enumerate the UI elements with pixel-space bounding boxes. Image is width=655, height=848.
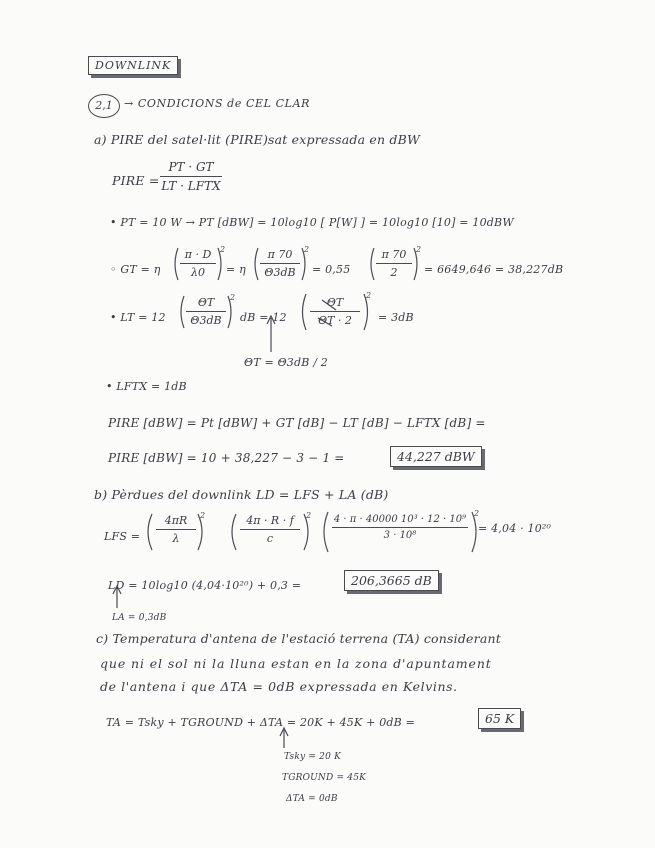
dta-note: ΔTA = 0dB	[286, 794, 338, 804]
pt-line: • PT = 10 W → PT [dBW] = 10log10 [ P[W] ] = 10log10 [10] = 10dBW	[110, 216, 514, 229]
lfs-f3-num: 4 · π · 40000 10³ · 12 · 10⁹	[333, 514, 467, 525]
section-number: 2,1	[88, 94, 120, 118]
lfs-exp-1: 2	[200, 511, 206, 520]
lfs-exp-3: 2	[474, 509, 480, 518]
gt-exp-2: 2	[304, 245, 310, 254]
lt-f1-den: Θ3dB	[190, 314, 222, 327]
lfs-exp-2: 2	[306, 511, 312, 520]
lt-exp-1: 2	[230, 293, 236, 302]
gt-f3-den: 2	[390, 266, 398, 279]
lfs-f1-den: λ	[172, 532, 180, 545]
lt-f2-den: ΘT · 2	[318, 314, 352, 327]
lfs-f1-num: 4πR	[164, 514, 188, 527]
gt-f3-num: π 70	[381, 248, 407, 261]
part-c-line-2: que ni el sol ni la lluna estan en la zona d'apuntament	[100, 656, 492, 671]
tground-note: TGROUND = 45K	[282, 773, 367, 783]
lt-note: ΘT = Θ3dB / 2	[244, 356, 329, 369]
gt-f1-num: π · D	[184, 248, 212, 261]
gt-exp-1: 2	[220, 245, 226, 254]
lt-mid: dB = 12	[240, 311, 287, 324]
tsky-note: Tsky = 20 K	[284, 752, 342, 762]
part-a-heading: a) PIRE del satel·lit (PIRE)sat expressada en dBW	[94, 132, 421, 147]
lfs-result: = 4,04 · 10²⁰	[478, 522, 552, 535]
part-c-line-3: de l'antena i que ΔTA = 0dB expressada en Kelvins.	[100, 679, 458, 694]
gt-lead: ◦ GT = η	[110, 263, 161, 276]
pire-result: 44,227 dBW	[397, 449, 475, 464]
lt-lead: • LT = 12	[110, 311, 166, 324]
lftx-line: • LFTX = 1dB	[106, 380, 187, 393]
gt-exp-3: 2	[416, 245, 422, 254]
lfs-f2-num: 4π · R · f	[246, 514, 294, 527]
pire-formula-lhs: PIRE =	[112, 173, 160, 188]
ta-equation: TA = Tsky + TGROUND + ΔTA = 20K + 45K + 0dB =	[106, 716, 416, 729]
lt-tail: = 3dB	[378, 311, 414, 324]
section-title: → CONDICIONS de CEL CLAR	[124, 97, 311, 110]
downlink-title: DOWNLINK	[95, 59, 172, 72]
pire-dbw-equation: PIRE [dBW] = Pt [dBW] + GT [dB] − LT [dB] − LFTX [dB] =	[108, 416, 486, 430]
lfs-lead: LFS =	[104, 530, 141, 543]
gt-mid2: = 0,55	[312, 263, 351, 276]
pire-dbw-calc: PIRE [dBW] = 10 + 38,227 − 3 − 1 =	[108, 451, 345, 465]
gt-f2-den: Θ3dB	[264, 266, 296, 279]
gt-mid1: = η	[226, 263, 246, 276]
lt-f1-num: ΘT	[197, 296, 215, 309]
lfs-f3-den: 3 · 10⁸	[383, 530, 417, 541]
part-b-heading: b) Pèrdues del downlink LD = LFS + LA (dB)	[94, 487, 389, 502]
ta-result: 65 K	[485, 711, 515, 726]
lt-exp-2: 2	[366, 291, 372, 300]
lfs-f2-den: c	[266, 532, 274, 545]
ld-result: 206,3665 dB	[351, 573, 432, 588]
gt-f1-den: λ0	[191, 266, 205, 279]
pire-den: LT · LFTX	[161, 179, 221, 193]
gt-tail: = 6649,646 = 38,227dB	[424, 263, 564, 276]
lt-f2-num: ΘT	[326, 296, 344, 309]
la-note: LA = 0,3dB	[112, 613, 167, 623]
ld-line: LD = 10log10 (4,04·10²⁰) + 0,3 =	[108, 579, 302, 592]
gt-f2-num: π 70	[267, 248, 293, 261]
pire-num: PT · GT	[168, 160, 214, 174]
part-c-line-1: c) Temperatura d'antena de l'estació terrena (TA) considerant	[96, 631, 501, 646]
